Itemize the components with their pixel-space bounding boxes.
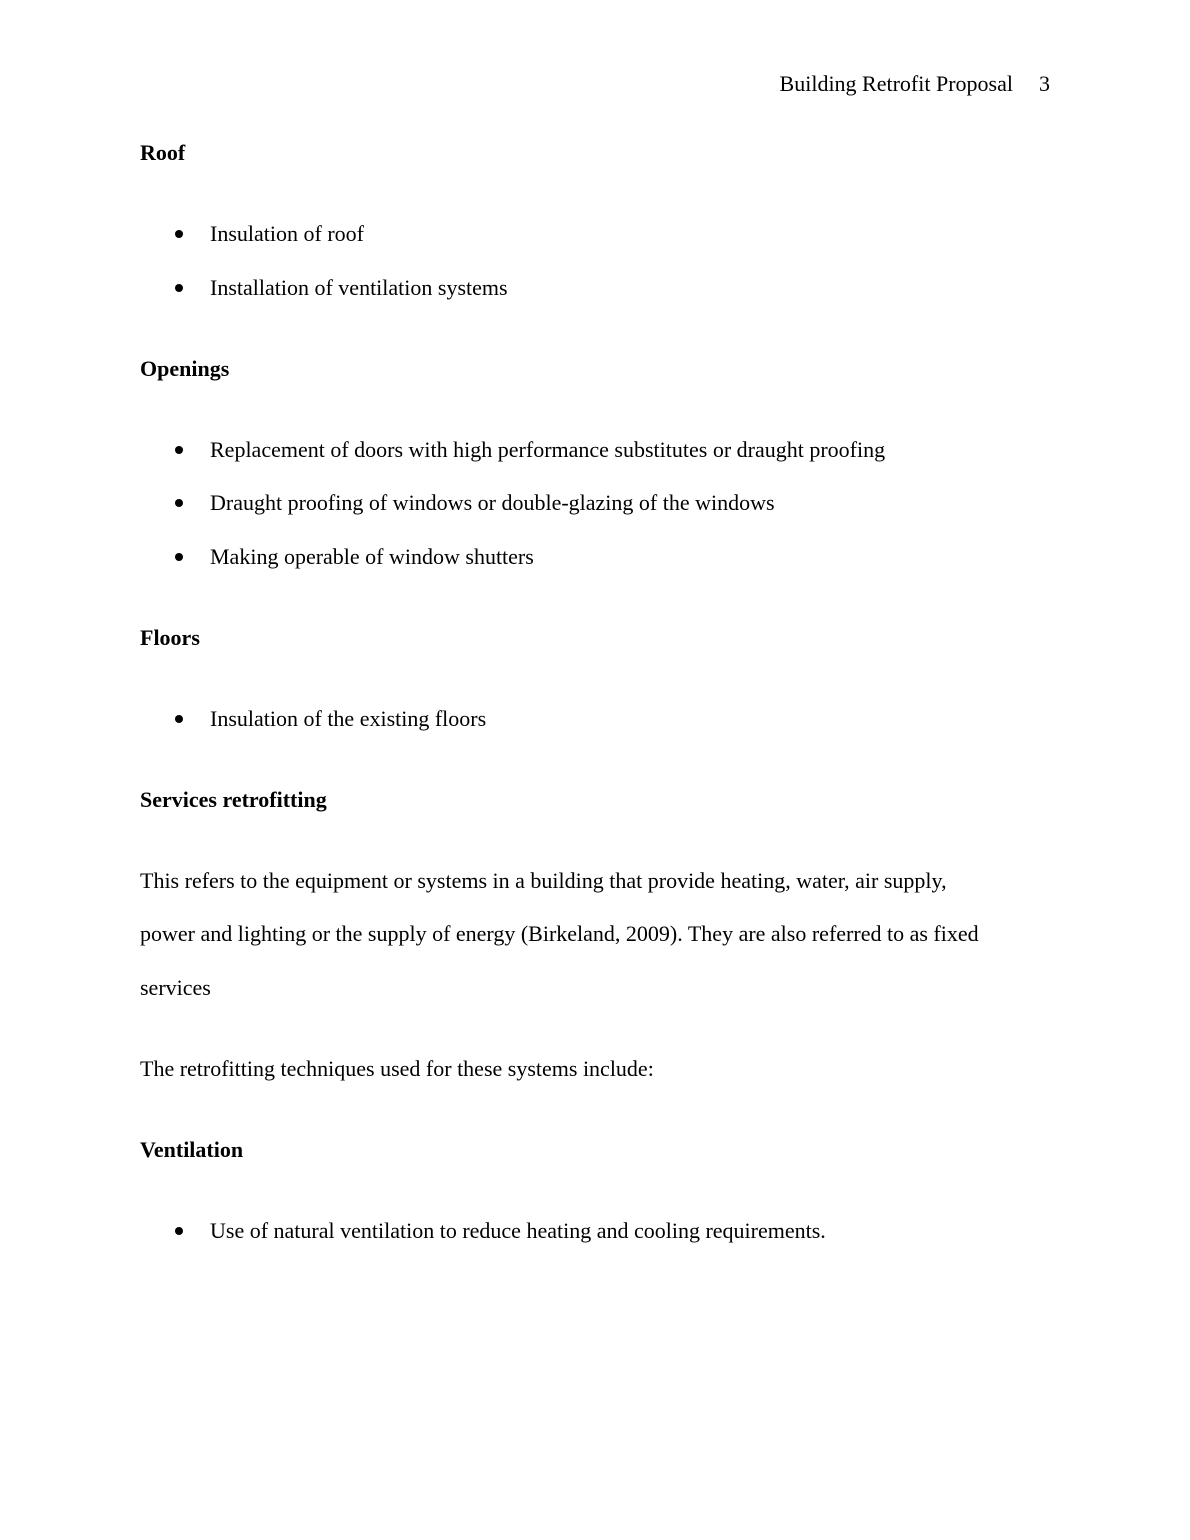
paragraph-line: services <box>140 975 211 1000</box>
list-item-text: Insulation of the existing floors <box>210 706 487 731</box>
page-number: 3 <box>1039 71 1050 96</box>
intro-paragraph: The retrofitting techniques used for these systems include: <box>140 1056 654 1081</box>
heading-roof: Roof <box>140 140 186 165</box>
list-item-text: Making operable of window shutters <box>210 544 534 569</box>
paragraph-line: power and lighting or the supply of energy (Birkeland, 2009). They are also referred to as fixed <box>140 921 979 946</box>
bullet-icon <box>175 499 183 507</box>
bullet-icon <box>175 446 183 454</box>
heading-floors: Floors <box>140 625 200 650</box>
heading-services-retrofitting: Services retrofitting <box>140 787 327 812</box>
running-title: Building Retrofit Proposal <box>779 71 1013 96</box>
bullet-icon <box>175 230 183 238</box>
paragraph-line: This refers to the equipment or systems in a building that provide heating, water, air supply, <box>140 868 947 893</box>
list-item-text: Use of natural ventilation to reduce heating and cooling requirements. <box>210 1218 826 1243</box>
bullet-icon <box>175 1227 183 1235</box>
list-item-text: Insulation of roof <box>210 221 364 246</box>
bullet-icon <box>175 715 183 723</box>
bullet-icon <box>175 284 183 292</box>
heading-ventilation: Ventilation <box>140 1137 244 1162</box>
list-item-text: Installation of ventilation systems <box>210 275 508 300</box>
running-header <box>780 70 1050 98</box>
bullet-icon <box>175 553 183 561</box>
heading-openings: Openings <box>140 356 230 381</box>
list-item-text: Replacement of doors with high performance substitutes or draught proofing <box>210 437 886 462</box>
list-item-text: Draught proofing of windows or double-glazing of the windows <box>210 490 775 515</box>
